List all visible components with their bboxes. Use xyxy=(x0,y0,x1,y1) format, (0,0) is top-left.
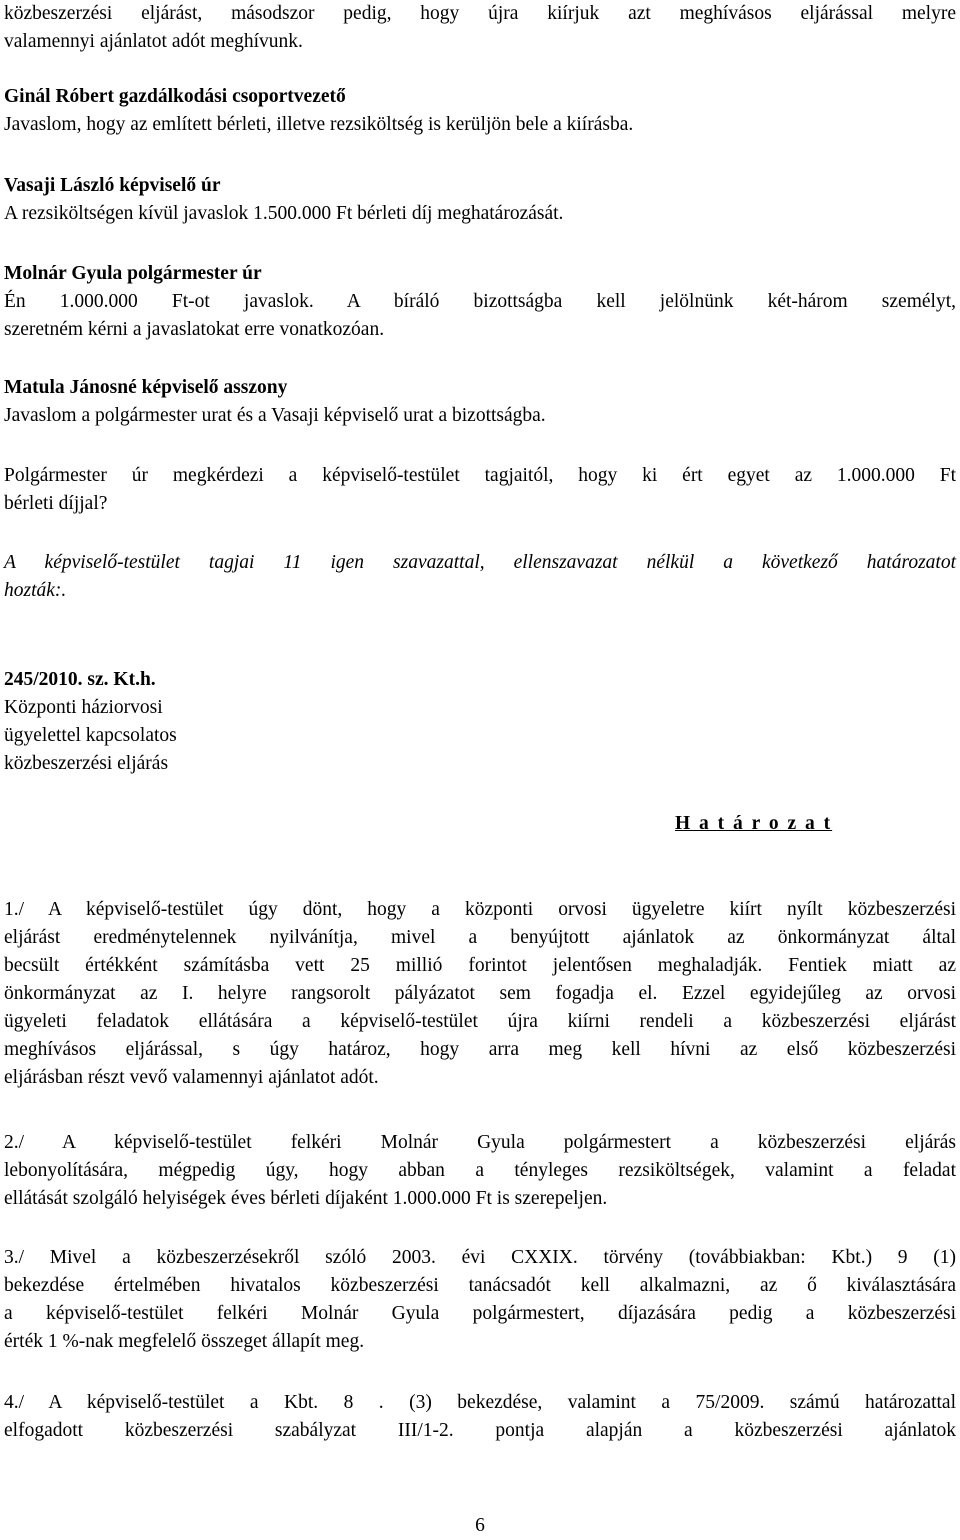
resolution-number: 245/2010. sz. Kt.h. xyxy=(4,669,156,690)
resolution-point xyxy=(4,896,956,1092)
speech-text: Javaslom a polgármester urat és a Vasaji képviselő urat a bizottságba. xyxy=(4,405,546,426)
point-line: becsült értékként számításba vett 25 millió forintot jelentősen meghaladják. Fentiek miatt az xyxy=(4,955,956,976)
point-line: ellátását szolgáló helyiségek éves bérleti díjaként 1.000.000 Ft is szerepeljen. xyxy=(4,1188,608,1209)
vote-paragraph xyxy=(4,549,956,605)
vote-line: A képviselő-testület tagjai 11 igen szavazattal, ellenszavazat nélkül a következő határozatot xyxy=(4,552,956,573)
point-line: érték 1 %-nak megfelelő összeget állapít meg. xyxy=(4,1331,365,1352)
point-line: önkormányzat az I. helyre rangsorolt pályázatot sem fogadja el. Ezzel egyidejűleg az orvosi xyxy=(4,983,956,1004)
resolution-heading: H a t á r o z a t xyxy=(675,813,833,834)
speaker-name: Molnár Gyula polgármester úr xyxy=(4,263,262,284)
point-line: meghívásos eljárással, s úgy határoz, hogy arra meg kell hívni az első közbeszerzési xyxy=(4,1039,956,1060)
document-page xyxy=(4,0,956,1537)
speech-block xyxy=(4,260,956,344)
point-line: eljárásban részt vevő valamennyi ajánlatot adót. xyxy=(4,1067,379,1088)
resolution-point xyxy=(4,1244,956,1356)
speaker-name: Matula Jánosné képviselő asszony xyxy=(4,377,288,398)
speech-text: Én 1.000.000 Ft-ot javaslok. A bíráló bizottságba kell jelölnünk két-három személyt, xyxy=(4,291,956,312)
intro-paragraph xyxy=(4,0,956,56)
question-paragraph xyxy=(4,462,956,518)
speech-block xyxy=(4,374,956,430)
vote-line: hozták:. xyxy=(4,580,67,601)
speech-text: Javaslom, hogy az említett bérleti, illetve rezsiköltség is kerüljön bele a kiírásba. xyxy=(4,114,634,135)
point-line: 3./ Mivel a közbeszerzésekről szóló 2003. évi CXXIX. törvény (továbbiakban: Kbt.) 9 (1) xyxy=(4,1247,956,1268)
speech-text: szeretném kérni a javaslatokat erre vonatkozóan. xyxy=(4,319,385,340)
point-line: lebonyolítására, mégpedig úgy, hogy abban a tényleges rezsiköltségek, valamint a feladat xyxy=(4,1160,956,1181)
point-line: 1./ A képviselő-testület úgy dönt, hogy a központi orvosi ügyeletre kiírt nyílt közbeszerzési xyxy=(4,899,956,920)
intro-line: közbeszerzési eljárást, másodszor pedig, hogy újra kiírjuk azt meghívásos eljárással melyre xyxy=(4,3,956,24)
question-line: Polgármester úr megkérdezi a képviselő-testület tagjaitól, hogy ki ért egyet az 1.000.000 Ft xyxy=(4,465,956,486)
point-line: 2./ A képviselő-testület felkéri Molnár Gyula polgármestert a közbeszerzési eljárás xyxy=(4,1132,956,1153)
point-line: bekezdése értelmében hivatalos közbeszerzési tanácsadót kell alkalmazni, az ő kiválasztására xyxy=(4,1275,956,1296)
point-line: 4./ A képviselő-testület a Kbt. 8 . (3) bekezdése, valamint a 75/2009. számú határozattal xyxy=(4,1392,956,1413)
intro-line: valamennyi ajánlatot adót meghívunk. xyxy=(4,31,303,52)
resolution-subject: ügyelettel kapcsolatos xyxy=(4,725,177,746)
page-number: 6 xyxy=(475,1515,485,1536)
point-line: eljárást eredménytelennek nyilvánítja, mivel a benyújtott ajánlatok az önkormányzat által xyxy=(4,927,956,948)
speech-text: A rezsiköltségen kívül javaslok 1.500.000 Ft bérleti díj meghatározását. xyxy=(4,203,564,224)
speech-block xyxy=(4,83,956,139)
resolution-point xyxy=(4,1389,956,1445)
resolution-header xyxy=(4,666,956,778)
point-line: ügyeleti feladatok ellátására a képviselő-testület újra kiírni rendeli a közbeszerzési eljárást xyxy=(4,1011,956,1032)
question-line: bérleti díjjal? xyxy=(4,493,108,514)
speech-block xyxy=(4,172,956,228)
resolution-subject: Központi háziorvosi xyxy=(4,697,163,718)
point-line: a képviselő-testület felkéri Molnár Gyula polgármestert, díjazására pedig a közbeszerzési xyxy=(4,1303,956,1324)
resolution-subject: közbeszerzési eljárás xyxy=(4,753,169,774)
speaker-name: Ginál Róbert gazdálkodási csoportvezető xyxy=(4,86,346,107)
point-line: elfogadott közbeszerzési szabályzat III/1-2. pontja alapján a közbeszerzési ajánlatok xyxy=(4,1420,956,1441)
resolution-point xyxy=(4,1129,956,1213)
speaker-name: Vasaji László képviselő úr xyxy=(4,175,221,196)
